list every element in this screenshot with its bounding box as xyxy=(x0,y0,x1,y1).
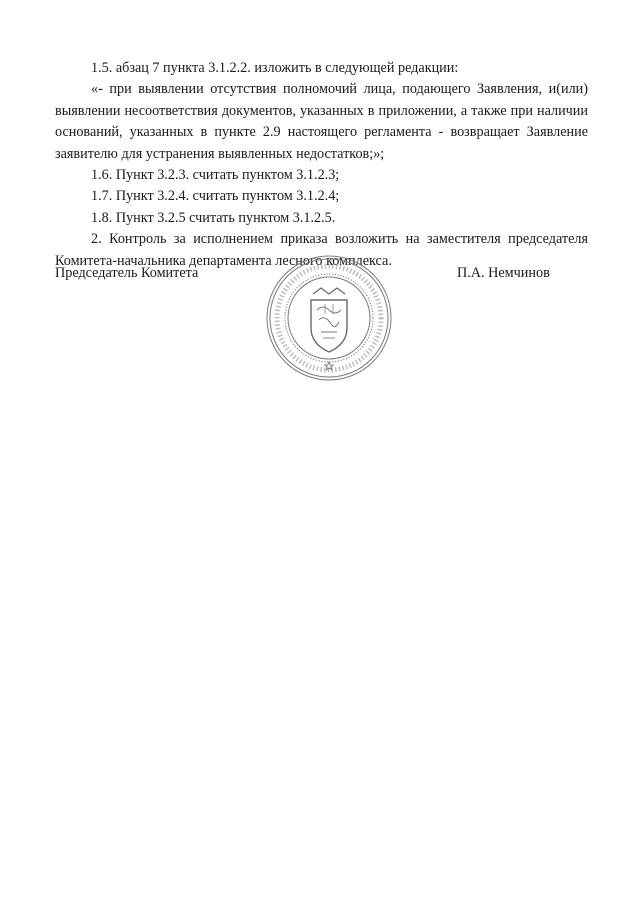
paragraph-quote: «- при выявлении отсутствия полномочий лица, подающего Заявления, и(или) выявлении несоответствия документов, указанных в приложении, а также при наличии оснований, указанных в пункте 2.9 настоящего регламента - возвращает Заявление заявителю для устранения выявленных недостатков;»; xyxy=(55,81,588,162)
official-seal-icon xyxy=(265,254,393,382)
signatory-title: Председатель Комитета xyxy=(55,265,199,281)
paragraph-1-5: 1.5. абзац 7 пункта 3.1.2.2. изложить в следующей редакции: xyxy=(91,60,459,76)
paragraph-1-6: 1.6. Пункт 3.2.3. считать пунктом 3.1.2.3; xyxy=(91,167,340,184)
paragraph-1-7: 1.7. Пункт 3.2.4. считать пунктом 3.1.2.4; xyxy=(91,188,340,205)
signatory-name: П.А. Немчинов xyxy=(457,265,550,281)
paragraph-1-8: 1.8. Пункт 3.2.5 считать пунктом 3.1.2.5. xyxy=(91,209,336,226)
document-body xyxy=(55,58,588,272)
paragraph-2: 2. Контроль за исполнением приказа возложить на заместителя председателя Комитета-начальника департамента лесного комплекса. xyxy=(55,231,588,269)
